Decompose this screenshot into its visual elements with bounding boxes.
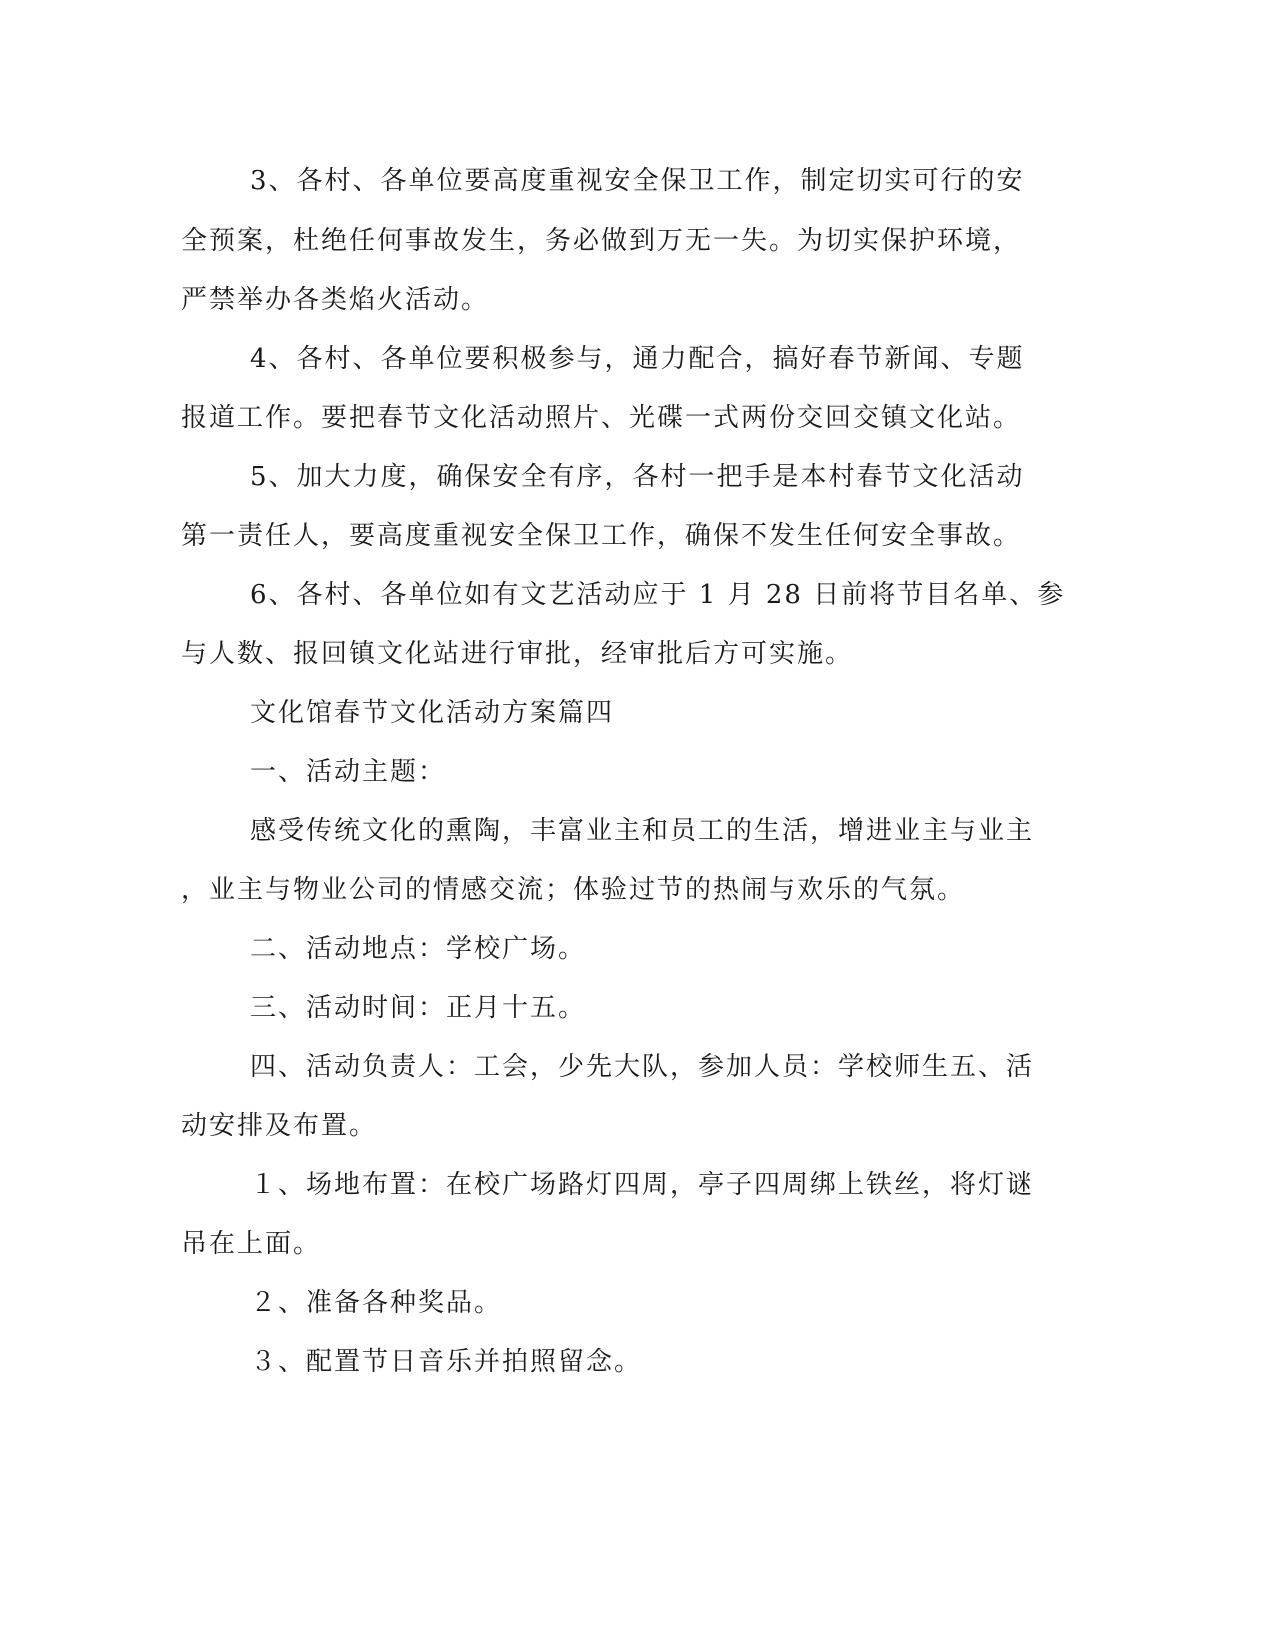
text-line: ３、配置节日音乐并拍照留念。 — [250, 1347, 643, 1377]
text-line: 二、活动地点：学校广场。 — [250, 934, 587, 964]
text-line: 3、各村、各单位要高度重视安全保卫工作，制定切实可行的安 — [250, 166, 1025, 196]
text-line: 严禁举办各类焰火活动。 — [181, 285, 490, 315]
text-line: 报道工作。要把春节文化活动照片、光碟一式两份交回交镇文化站。 — [181, 403, 1022, 433]
text-line: 4、各村、各单位要积极参与，通力配合，搞好春节新闻、专题 — [250, 344, 1025, 374]
text-line: 三、活动时间：正月十五。 — [250, 993, 587, 1023]
text-line: 与人数、报回镇文化站进行审批，经审批后方可实施。 — [181, 639, 854, 669]
text-line: 5、加大力度，确保安全有序，各村一把手是本村春节文化活动 — [250, 462, 1025, 492]
text-line: １、场地布置：在校广场路灯四周，亭子四周绑上铁丝，将灯谜 — [250, 1170, 1035, 1200]
section-heading: 文化馆春节文化活动方案篇四 — [250, 698, 615, 728]
text-line: ，业主与物业公司的情感交流；体验过节的热闹与欢乐的气氛。 — [181, 875, 966, 905]
text-line: 动安排及布置。 — [181, 1111, 378, 1141]
text-line: ２、准备各种奖品。 — [250, 1288, 503, 1318]
text-line: 感受传统文化的熏陶，丰富业主和员工的生活，增进业主与业主 — [250, 816, 1035, 846]
text-line: 四、活动负责人：工会，少先大队，参加人员：学校师生五、活 — [250, 1052, 1035, 1082]
text-line: 一、活动主题： — [250, 757, 447, 787]
text-line: 全预案，杜绝任何事故发生，务必做到万无一失。为切实保护环境， — [181, 226, 1022, 256]
text-line: 6、各村、各单位如有文艺活动应于 1 月 28 日前将节目名单、参 — [250, 580, 1066, 610]
text-line: 吊在上面。 — [181, 1229, 322, 1259]
text-line: 第一责任人，要高度重视安全保卫工作，确保不发生任何安全事故。 — [181, 521, 1022, 551]
